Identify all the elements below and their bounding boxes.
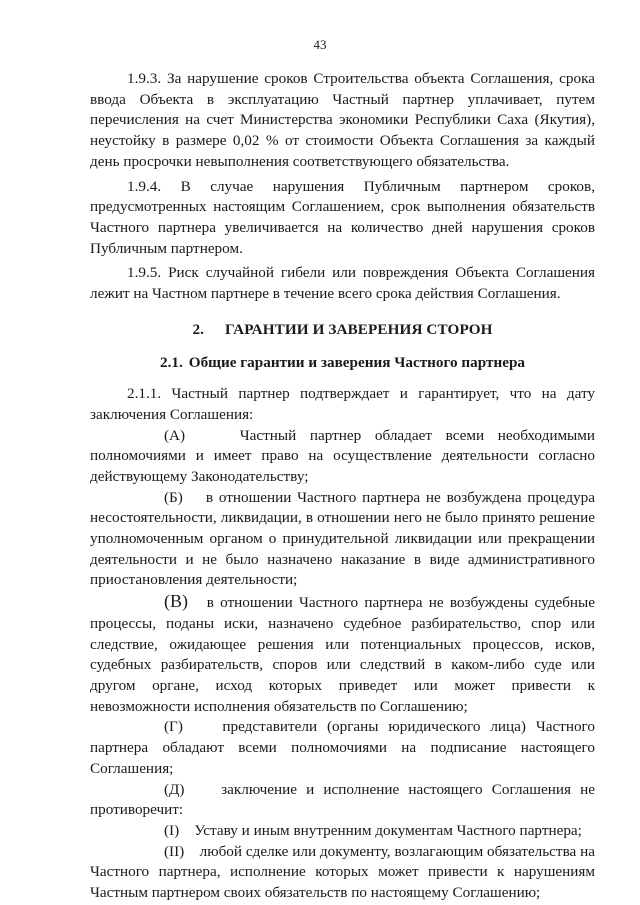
list-letter: (Б): [164, 488, 183, 506]
paragraph-1-9-4: 1.9.4. В случае нарушения Публичным партнером сроков, предусмотренных настоящим Соглашением, срок выполнения обязательств Частного партнера увеличивается на количество дней нарушения сроков Публичным партнером.: [90, 177, 595, 257]
list-text: Уставу и иным внутренним документам Частного партнера;: [194, 821, 582, 839]
list-item-v: [90, 591, 595, 717]
list-letter: (Г): [164, 718, 183, 736]
section-title: ГАРАНТИИ И ЗАВЕРЕНИЯ СТОРОН: [225, 320, 493, 338]
section-number: 2.: [192, 320, 205, 338]
list-text: в отношении Частного партнера не возбуждена процедура несостоятельности, ликвидации, в отношении него не было принято решение уполномоченным органом о принудительной ликвидации или прекращении деятельности и не было назначено наказание в виде административного приостановления деятельности;: [90, 488, 595, 589]
paragraph-1-9-3: 1.9.3. За нарушение сроков Строительства объекта Соглашения, срока ввода Объекта в эксплуатацию Частный партнер уплачивает, путем перечисления на счет Министерства экономики Республики Саха (Якутия), неустойку в размере 0,02 % от стоимости Объекта Соглашения за каждый день просрочки невыполнения соответствующего обязательства.: [90, 70, 595, 170]
paragraph-1-9-5: 1.9.5. Риск случайной гибели или повреждения Объекта Соглашения лежит на Частном партнере в течение всего срока действия Соглашения.: [90, 264, 595, 303]
list-item-i: [90, 821, 595, 842]
page-number: 43: [313, 37, 327, 52]
list-text: представители (органы юридического лица) Частного партнера обладают всеми полномочиями на подписание настоящего Соглашения;: [90, 718, 595, 777]
list-letter: (А): [164, 426, 186, 444]
list-letter: (Д): [164, 780, 185, 798]
subsection-title: Общие гарантии и заверения Частного партнера: [188, 354, 525, 372]
list-item-g: [90, 717, 595, 779]
paragraph-2-1-1: 2.1.1. Частный партнер подтверждает и гарантирует, что на дату заключения Соглашения:: [90, 385, 595, 423]
list-text: заключение и исполнение настоящего Соглашения не противоречит:: [90, 780, 595, 819]
list-item-b: [90, 488, 595, 592]
list-letter: (II): [164, 842, 185, 860]
list-text: в отношении Частного партнера не возбуждены судебные процессы, поданы иски, назначено судебное разбирательство, спор или следствие, ожидающее решения или потенциальных процессов, исков, судебных разбирательств, споров или следствий в каком-либо суде или другом органе, исход которых приведет или может привести к невозможности исполнения обязательств по Соглашению;: [90, 594, 596, 715]
subsection-number: 2.1.: [159, 354, 183, 372]
section-heading: [90, 320, 595, 341]
list-letter: (I): [164, 821, 180, 839]
list-text: Частный партнер обладает всеми необходимыми полномочиями и имеет право на осуществление деятельности согласно действующему Законодательству;: [90, 426, 595, 485]
list-item-ii: [90, 842, 595, 904]
list-item-d: [90, 780, 595, 821]
list-item-a: [90, 426, 595, 488]
list-text: любой сделке или документу, возлагающим обязательства на Частного партнера, исполнение которых может привести к нарушениям Частным партнером своих обязательств по настоящему Соглашению;: [90, 842, 595, 902]
document-body: [90, 69, 595, 904]
list-letter: (В): [164, 591, 188, 612]
subsection-heading: [90, 353, 595, 374]
